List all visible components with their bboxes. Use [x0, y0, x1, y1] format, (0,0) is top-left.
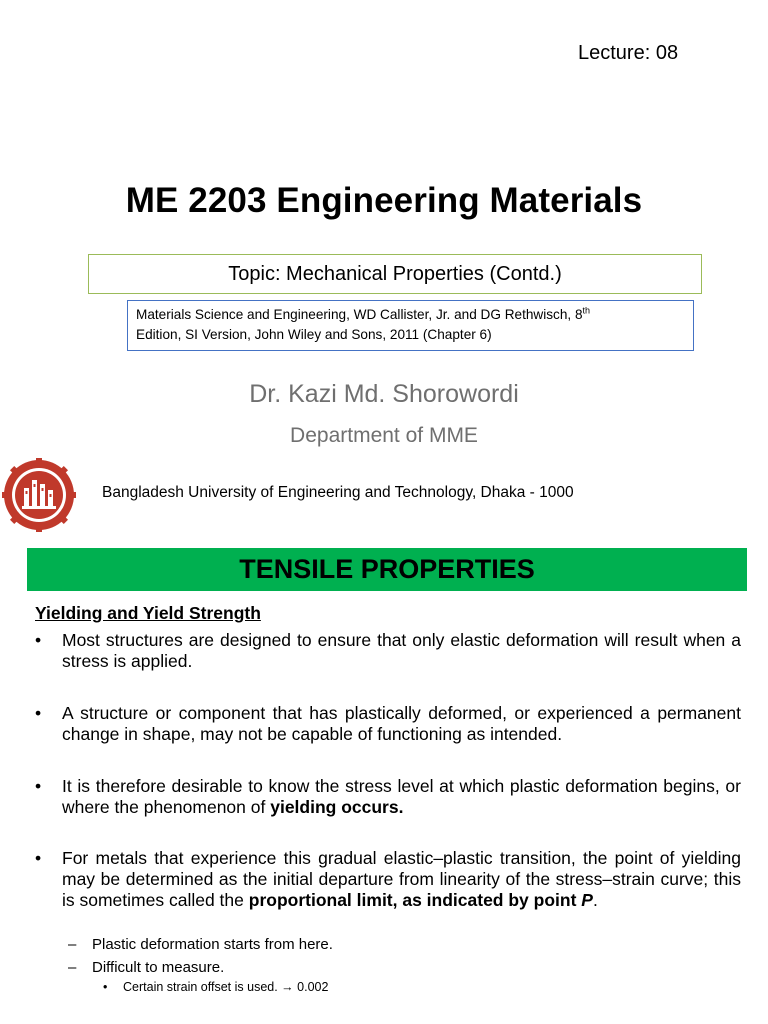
bullet-bold-text: yielding occurs. [270, 797, 404, 817]
reference-text-1: Materials Science and Engineering, WD Callister, Jr. and DG Rethwisch, 8 [136, 307, 583, 322]
sub-bullet-item [68, 936, 333, 954]
subheading: Yielding and Yield Strength [35, 603, 261, 623]
university-name: Bangladesh University of Engineering and Technology, Dhaka - 1000 [102, 484, 574, 501]
bullet-marker: • [103, 980, 108, 994]
buet-logo-icon [2, 458, 76, 532]
dash-marker: – [68, 959, 77, 976]
sub-bullet-text: Difficult to measure. [92, 959, 225, 976]
bullet-text: It is therefore desirable to know the stress level at which plastic deformation begins, or where the phenomenon of [62, 776, 741, 817]
reference-text-2: Edition, SI Version, John Wiley and Sons, 2011 (Chapter 6) [136, 327, 492, 342]
bullet-item [35, 703, 741, 745]
reference-superscript: th [582, 305, 591, 316]
point-p-label: P [581, 890, 593, 910]
topic-box [88, 254, 702, 294]
topic-text: Topic: Mechanical Properties (Contd.) [228, 263, 562, 285]
section-banner [27, 548, 747, 591]
author-name: Dr. Kazi Md. Shorowordi [249, 380, 519, 408]
lecture-number: Lecture: 08 [578, 42, 679, 64]
sub-bullet-text: Plastic deformation starts from here. [92, 936, 333, 953]
dash-marker: – [68, 936, 77, 953]
reference-box [127, 300, 694, 351]
banner-title: TENSILE PROPERTIES [239, 554, 535, 584]
bullet-text: For metals that experience this gradual elastic–plastic transition, the point of yielding may be determined as the initial departure from linearity of the stress–strain curve; this is sometimes called the [62, 848, 741, 910]
bullet-text: A structure or component that has plastically deformed, or experienced a permanent change in shape, may not be capable of functioning as intended. [62, 703, 741, 744]
bullet-bold-text: proportional limit, as indicated by point [248, 890, 582, 910]
bullet-marker: • [35, 848, 42, 868]
bullet-item [35, 848, 741, 911]
bullet-marker: • [35, 703, 42, 723]
department-name: Department of MME [290, 424, 478, 447]
subsub-bullet-text: Certain strain offset is used. → 0.002 [123, 980, 329, 994]
course-title: ME 2203 Engineering Materials [125, 181, 643, 220]
bullet-item [35, 776, 741, 818]
bullet-marker: • [35, 776, 42, 796]
sub-bullet-item [68, 959, 224, 977]
bullet-tail: . [592, 890, 598, 910]
subsub-bullet-item [103, 980, 328, 995]
bullet-item [35, 630, 741, 672]
bullet-marker: • [35, 630, 42, 650]
bullet-text: Most structures are designed to ensure that only elastic deformation will result when a stress is applied. [62, 630, 741, 671]
